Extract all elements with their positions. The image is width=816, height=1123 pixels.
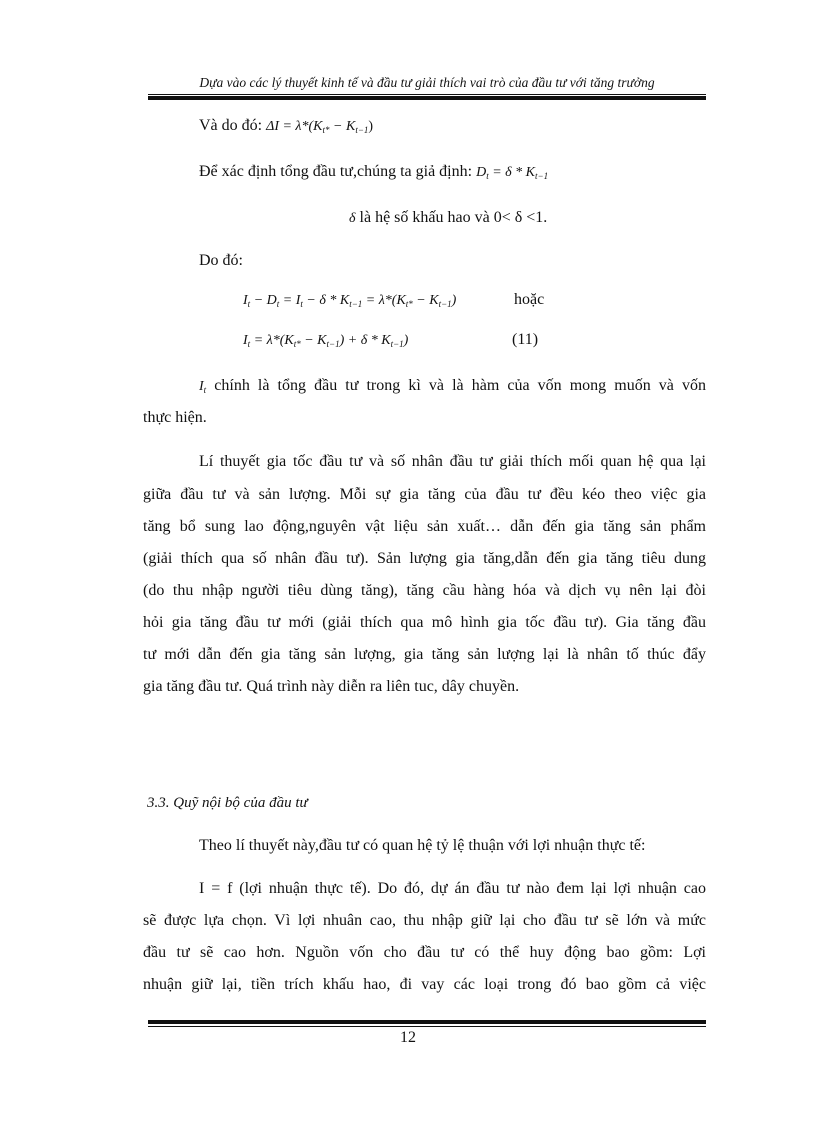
paragraph-line: tăng bổ sung lao động,nguyên vật liệu sản xuất… dẫn đến gia tăng sản phẩm bbox=[143, 518, 706, 535]
formula-depreciation: $D_t = \delta * K_{t-1}$ bbox=[476, 165, 549, 181]
page-number: 12 bbox=[400, 1029, 416, 1046]
footer-rule-thin bbox=[148, 1026, 706, 1027]
header-rule-thin bbox=[148, 94, 706, 95]
formula-delta-I: $\Delta I = \lambda*(K_{t*} - K_{t-1})$ bbox=[266, 119, 374, 135]
paragraph-line: tư mới dẫn đến gia tăng sản lượng, gia tăng sản lượng lại là nhân tố thúc đẩy bbox=[143, 646, 706, 663]
eq-line-depreciation: Để xác định tổng đầu tư,chúng ta giả định: $D_t = \delta * K_{t-1}$ bbox=[199, 163, 549, 181]
formula-total-investment: $I_t = \lambda*(K_{t*} - K_{t-1}) + \delta * K_{t-1}$) bbox=[243, 333, 409, 349]
It-description-line1: $I_t$ chính là tổng đầu tư trong kì và là hàm của vốn mong muốn và vốn bbox=[199, 377, 706, 395]
running-header: Dựa vào các lý thuyết kinh tế và đầu tư giải thích vai trò của đầu tư với tăng trưởng bbox=[199, 75, 655, 90]
formula-net-investment: $I_t - D_t = I_t - \delta * K_{t-1} = \lambda*(K_{t*} - K_{t-1})$ bbox=[243, 293, 457, 309]
paragraph-line: I = f (lợi nhuận thực tế). Do đó, dự án đầu tư nào đem lại lợi nhuận cao bbox=[199, 880, 706, 897]
paragraph-line: (giải thích qua số nhân đầu tư). Sản lượng gia tăng,dẫn đến gia tăng tiêu dung bbox=[143, 550, 706, 567]
section-heading: 3.3. Quỹ nội bộ của đầu tư bbox=[147, 795, 308, 811]
header-rule bbox=[148, 96, 706, 100]
paragraph-line: (do thu nhập người tiêu dùng tăng), tăng cầu hàng hóa và dịch vụ nên lại đòi bbox=[143, 582, 706, 599]
paragraph-line: sẽ được lựa chọn. Vì lợi nhuân cao, thu nhập giữ lại cho đầu tư sẽ lớn và mức bbox=[143, 912, 706, 929]
do-do-label: Do đó: bbox=[199, 252, 243, 269]
paragraph-line: Lí thuyết gia tốc đầu tư và số nhân đầu tư giải thích mối quan hệ qua lại bbox=[199, 453, 706, 470]
paragraph-line: Theo lí thuyết này,đầu tư có quan hệ tỷ lệ thuận với lợi nhuận thực tế: bbox=[199, 837, 646, 854]
footer-rule bbox=[148, 1020, 706, 1024]
equation-number: (11) bbox=[512, 331, 539, 348]
delta-description: δ là hệ số khấu hao và 0< δ <1. bbox=[349, 209, 548, 226]
word-hoac: hoặc bbox=[514, 291, 545, 308]
paragraph-line: giữa đầu tư và sản lượng. Mỗi sự gia tăng của đầu tư đều kéo theo việc gia bbox=[143, 486, 706, 503]
paragraph-line: đầu tư sẽ cao hơn. Nguồn vốn cho đầu tư có thể huy động bao gồm: Lợi bbox=[143, 944, 706, 961]
paragraph-line: gia tăng đầu tư. Quá trình này diễn ra liên tuc, dây chuyền. bbox=[143, 678, 520, 695]
eq-line-delta-I: Và do đó: $\Delta I = \lambda*(K_{t*} - K_{t-1})$ bbox=[199, 117, 374, 135]
paragraph-line: nhuận giữ lại, tiền trích khấu hao, đi vay các loại trong đó bao gồm cả việc bbox=[143, 976, 706, 993]
paragraph-line: hỏi gia tăng đầu tư mới (giải thích qua mô hình gia tốc đầu tư). Gia tăng đầu bbox=[143, 614, 706, 631]
It-description-line2: thực hiện. bbox=[143, 409, 207, 426]
